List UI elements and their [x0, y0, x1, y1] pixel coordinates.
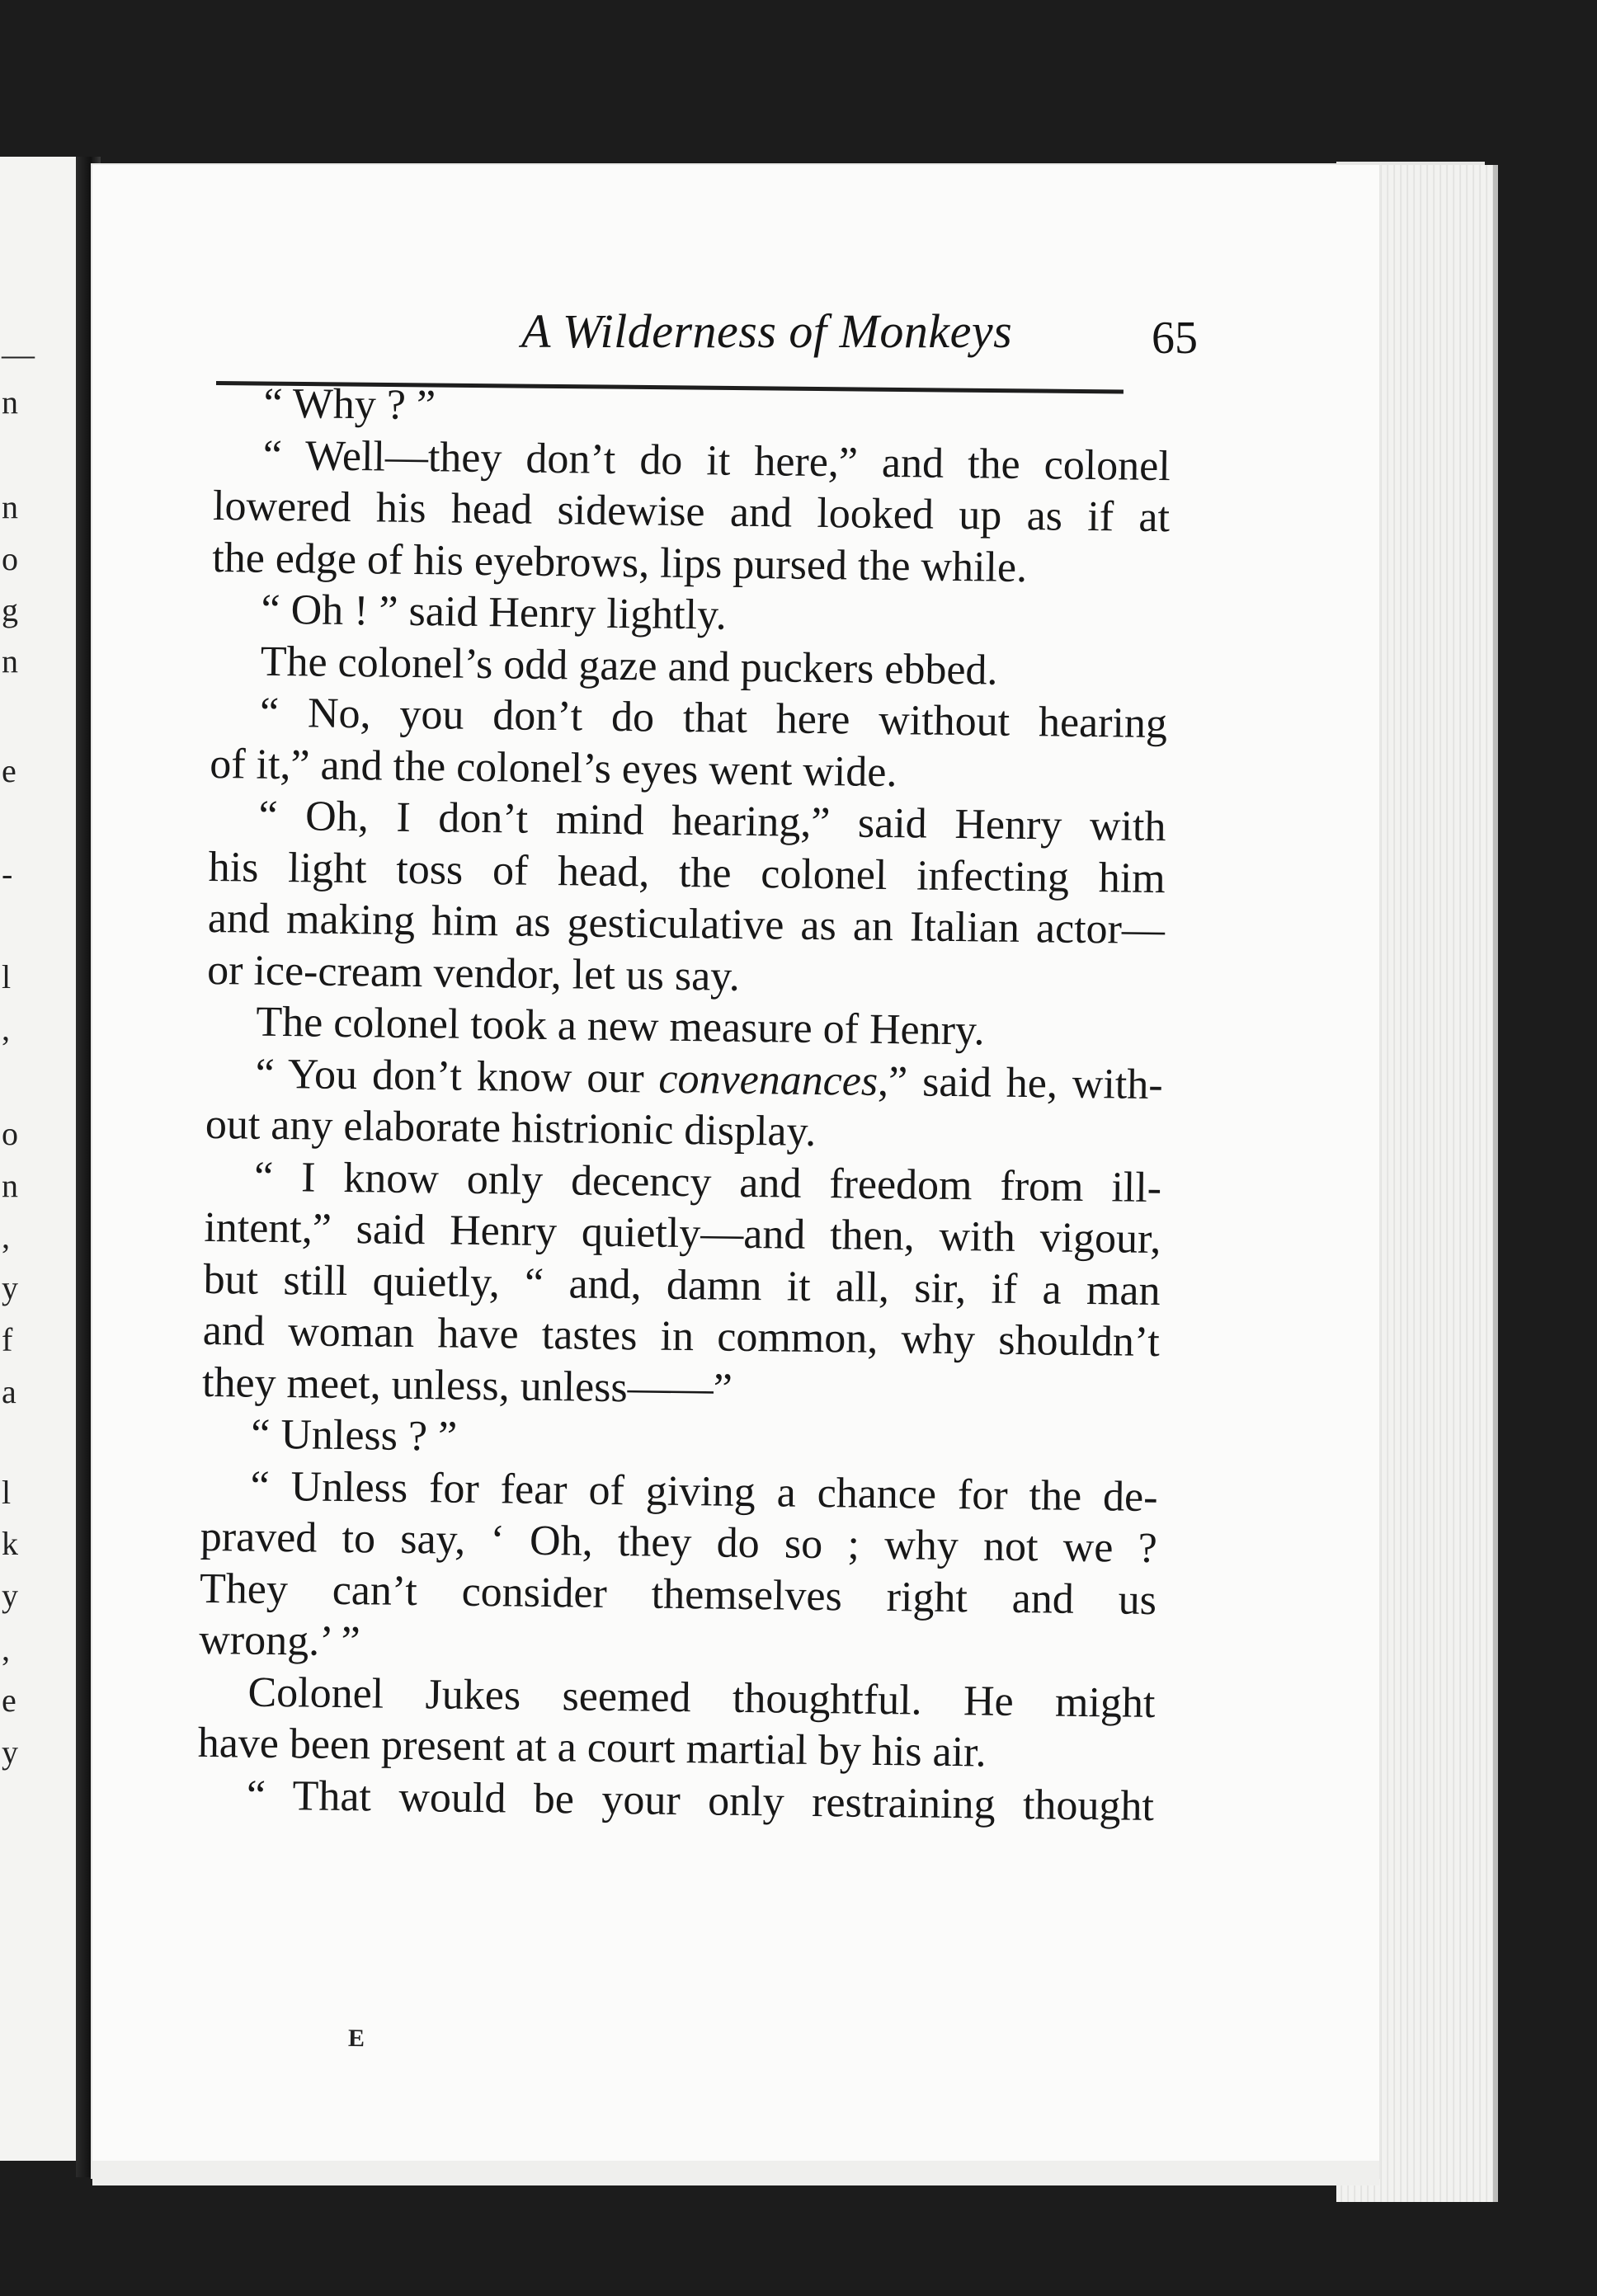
page-number: 65: [1152, 313, 1198, 364]
left-fragment: y: [2, 1577, 18, 1614]
left-fragment: e: [2, 1682, 16, 1719]
text-line: They can’t consider themselves right and us: [199, 1564, 1157, 1624]
text-line: praved to say, ‘ Oh, they do so ; why not we ?: [200, 1513, 1158, 1573]
left-fragment: n: [2, 1167, 18, 1204]
book-page: [92, 165, 1379, 2177]
italic-word: convenances: [658, 1055, 879, 1105]
left-fragment: ,: [2, 1218, 10, 1255]
text-line: have been present at a court martial by his air.: [197, 1719, 987, 1776]
page-bottom-edge: [92, 2161, 1379, 2185]
text-line: “ Oh ! ” said Henry lightly.: [261, 586, 728, 639]
text-line: intent,” said Henry quietly—and then, with vigour,: [204, 1203, 1161, 1263]
text-line: of it,” and the colonel’s eyes went wide.: [209, 740, 897, 796]
text-line: “ No, you don’t do that here without hearing: [259, 689, 1168, 748]
text-line: “ Well—they don’t do it here,” and the colonel: [262, 431, 1171, 490]
left-fragment: ,: [2, 1630, 10, 1668]
left-page: [0, 157, 81, 2161]
running-title: A Wilderness of Monkeys: [521, 304, 1013, 358]
page-header: [216, 289, 1214, 371]
left-fragment: l: [2, 958, 12, 995]
text-line: “ Unless for fear of giving a chance for the de-: [250, 1462, 1158, 1521]
text-line: and making him as gesticulative as an Italian actor—: [207, 894, 1166, 954]
left-fragment: n: [2, 642, 18, 680]
text-line: or ice-cream vendor, let us say.: [206, 946, 741, 1000]
left-fragment: g: [2, 591, 18, 628]
left-fragment: y: [2, 1269, 18, 1306]
left-fragment: -: [2, 855, 13, 892]
text-line: they meet, unless, unless——”: [201, 1358, 733, 1413]
text-line: “ Why ? ”: [263, 379, 436, 430]
text-line: but still quietly, “ and, damn it all, sir, if a man: [203, 1255, 1161, 1315]
text-line: “ Unless ? ”: [251, 1410, 458, 1461]
left-fragment: o: [2, 540, 18, 577]
text-line: and woman have tastes in common, why shouldn’t: [202, 1306, 1161, 1367]
text-line: “ That would be your only restraining thought: [246, 1771, 1155, 1830]
text-line: Colonel Jukes seemed thoughtful. He might: [247, 1668, 1156, 1727]
text-line: The colonel took a new measure of Henry.: [256, 998, 985, 1055]
left-fragment: f: [2, 1321, 13, 1358]
text-segment: ,” said he, with-: [877, 1057, 1163, 1108]
text-segment: “ You don’t know our: [255, 1050, 659, 1103]
left-fragment: n: [2, 488, 18, 525]
left-fragment: k: [2, 1525, 18, 1562]
signature-mark: E: [347, 2024, 365, 2053]
left-fragment: e: [2, 752, 16, 789]
text-line: out any elaborate histrionic display.: [205, 1100, 817, 1155]
text-line: lowered his head sidewise and looked up as if at: [212, 482, 1171, 542]
text-line: his light toss of head, the colonel infecting him: [208, 843, 1166, 902]
left-fragment: a: [2, 1373, 16, 1410]
text-line: The colonel’s odd gaze and puckers ebbed.: [260, 638, 998, 694]
left-page-fragments: [0, 157, 76, 2161]
body-text: [197, 378, 1171, 1833]
left-fragment: —: [2, 336, 35, 373]
text-line: “ I know only decency and freedom from ill-: [253, 1153, 1162, 1212]
left-fragment: l: [2, 1474, 12, 1511]
text-line: the edge of his eyebrows, lips pursed the while.: [211, 534, 1028, 591]
left-fragment: o: [2, 1115, 18, 1152]
left-fragment: n: [2, 383, 18, 421]
text-line: wrong.’ ”: [198, 1616, 361, 1666]
left-fragment: y: [2, 1734, 18, 1771]
text-line: “ Oh, I don’t mind hearing,” said Henry with: [258, 792, 1166, 851]
left-fragment: ,: [2, 1010, 10, 1047]
